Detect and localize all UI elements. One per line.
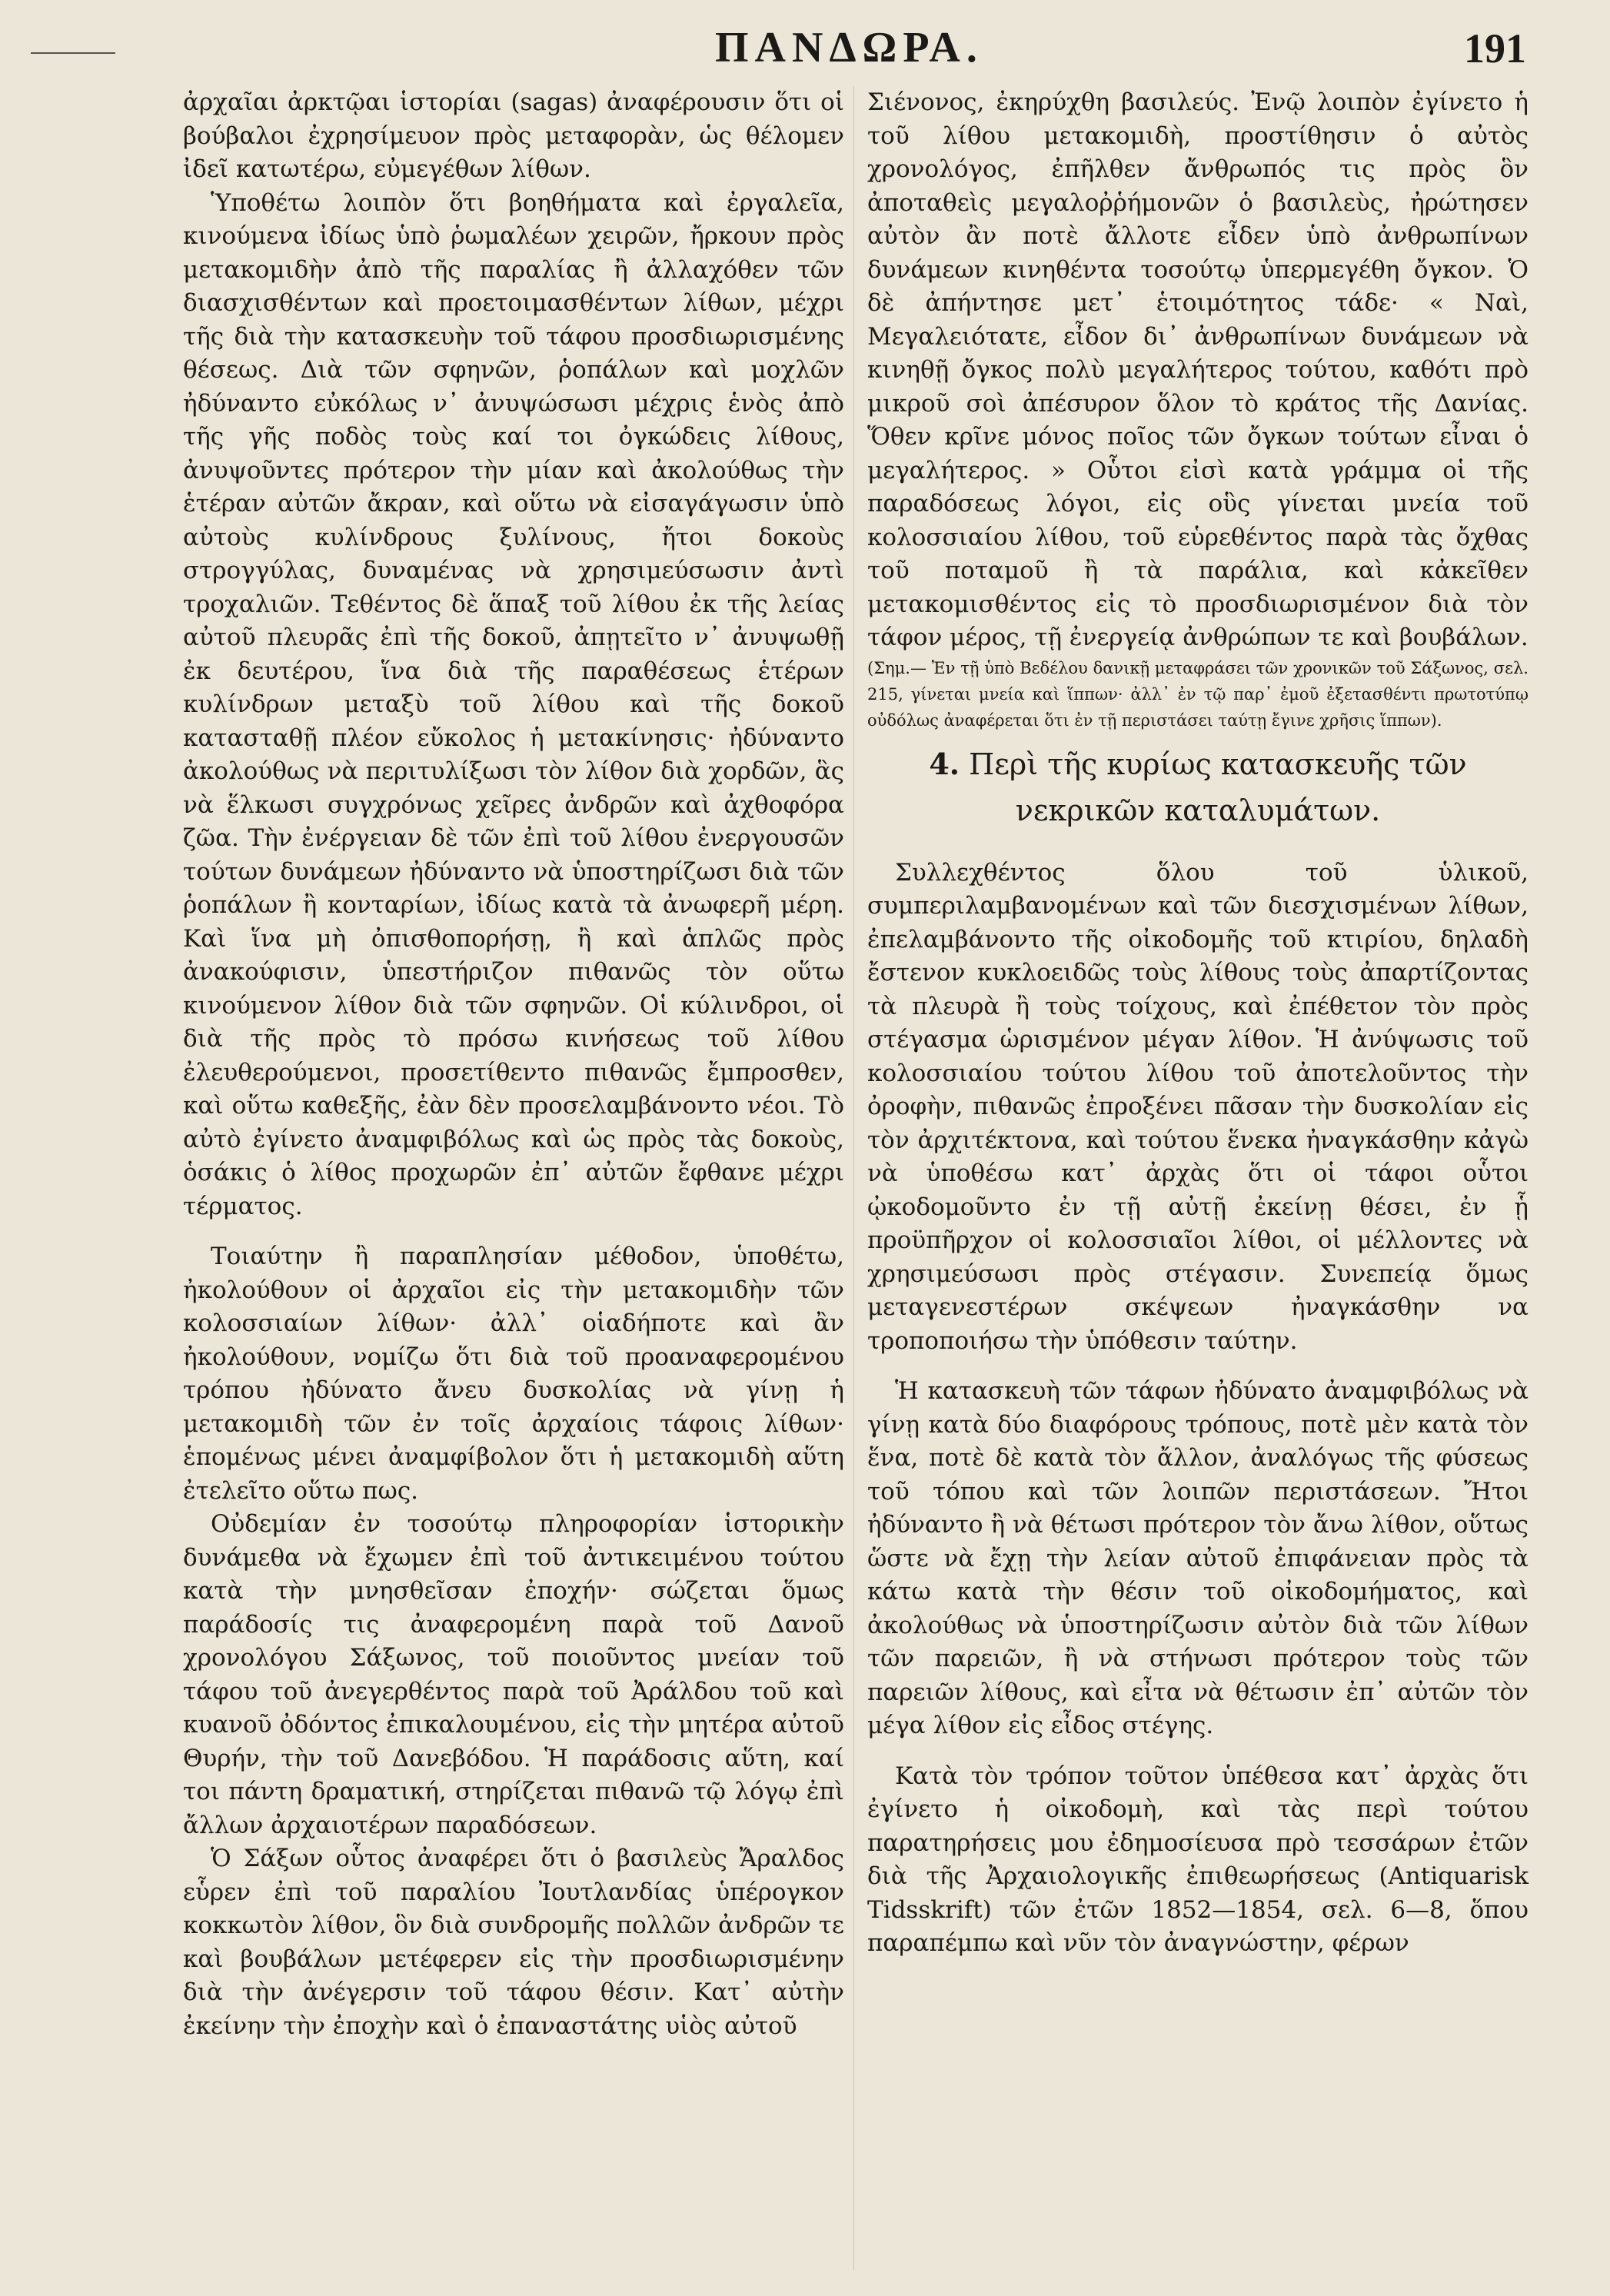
left-paragraph-2: Ὑποθέτω λοιπὸν ὅτι βοηθήματα καὶ ἐργαλεῖα, κινούμενα ἰδίως ὑπὸ ῥωμαλέων χειρῶν, ἤρκουν πρὸς μετακομιδὴν ἀπὸ τῆς παραλίας ἢ ἀλλαχόθεν τῶν διασχισθέντων καὶ προετοιμασθέντων λίθων, μέχρι τῆς διὰ τὴν κατασκευὴν τοῦ τάφου προσδιωρισμένης θέσεως. Διὰ τῶν σφηνῶν, ῥοπάλων καὶ μοχλῶν ἠδύναντο εὐκόλως ν᾽ ἀνυψώσωσι μέχρις ἑνὸς ἀπὸ τῆς γῆς ποδὸς τοὺς καί τοι ὀγκώδεις λίθους, ἀνυψοῦντες πρότερον τὴν μίαν καὶ ἀκολούθως τὴν ἑτέραν αὐτῶν ἄκραν, καὶ οὕτω νὰ εἰσαγάγωσιν ὑπὸ αὐτοὺς κυλίνδρους ξυλίνους, ἤτοι δοκοὺς στρογγύλας, δυναμένας νὰ χρησιμεύσωσιν ἀντὶ τροχαλιῶν. Τεθέντος δὲ ἅπαξ τοῦ λίθου ἐκ τῆς λείας αὐτοῦ πλευρᾶς ἐπὶ τῆς δοκοῦ, ἀπῃτεῖτο ν᾽ ἀνυψωθῇ ἐκ δευτέρου, ἵνα διὰ τῆς παραθέσεως ἑτέρων κυλίνδρων μεταξὺ τοῦ λίθου καὶ τῆς δοκοῦ κατασταθῇ πλέον εὔκολος ἡ μετακίνησις· ἠδύναντο ἀκολούθως νὰ περιτυλίξωσι τὸν λίθον διὰ χορδῶν, ἃς νὰ ἕλκωσι συγχρόνως χεῖρες ἀνδρῶν καὶ ἀχθοφόρα ζῶα. Τὴν ἐνέργειαν δὲ τῶν ἐπὶ τοῦ λίθου ἐνεργουσῶν τούτων δυνάμεων ἠδύναντο νὰ ὑποστηρίζωσι διὰ τῶν ῥοπάλων ἢ κονταρίων, ἰδίως κατὰ τὰ ἀνωφερῆ μέρη. Καὶ ἵνα μὴ ὀπισθοπορήσῃ, ἢ καὶ ἁπλῶς πρὸς ἀνακούφισιν, ὑπεστήριζον πιθανῶς τὸν οὕτω κινούμενον λίθον διὰ τῶν σφηνῶν. Οἱ κύλινδροι, οἱ διὰ τῆς πρὸς τὸ πρόσω κινήσεως τοῦ λίθου ἐλευθερούμενοι, προσετίθεντο πιθανῶς ἔμπροσθεν, καὶ οὕτω καθεξῆς, ἐὰν δὲν προσελαμβάνοντο νέοι. Τὸ αὐτὸ ἐγίνετο ἀναμφιβόλως καὶ ὡς πρὸς τὰς δοκοὺς, ὁσάκις ὁ λίθος προχωρῶν ἐπ᾽ αὐτῶν ἔφθανε μέχρι τέρματος. [183, 188, 844, 1220]
header-rule [31, 52, 115, 54]
right-paragraph-1: Σιένονος, ἐκηρύχθη βασιλεύς. Ἐνῷ λοιπὸν ἐγίνετο ἡ τοῦ λίθου μετακομιδὴ, προστίθησιν ὁ αὐτὸς χρονολόγος, ἐπῆλθεν ἄνθρωπός τις πρὸς ὃν ἀποταθεὶς μεγαλοῤῥήμονῶν ὁ βασιλεὺς, ἠρώτησεν αὐτὸν ἂν ποτὲ ἄλλοτε εἶδεν ὑπὸ ἀνθρωπίνων δυνάμεων κινηθέντα τοσούτῳ ὑπερμεγέθη ὄγκον. Ὁ δὲ ἀπήντησε μετ᾽ ἑτοιμότητος τάδε· « Ναὶ, Μεγαλειότατε, εἶδον δι᾽ ἀνθρωπίνων δυνάμεων νὰ κινηθῇ ὄγκος πολὺ μεγαλήτερος τούτου, καθότι πρὸ μικροῦ σοὶ ἀπέσυρον ὅλον τὸ κράτος τῆς Δανίας. Ὅθεν κρῖνε μόνος ποῖος τῶν ὄγκων τούτων εἶναι ὁ μεγαλήτερος. » Οὗτοι εἰσὶ κατὰ γράμμα οἱ τῆς παραδόσεως λόγοι, εἰς οὓς γίνεται μνεία τοῦ κολοσσιαίου λίθου, τοῦ εὑρεθέντος παρὰ τὰς ὄχθας τοῦ ποταμοῦ ἢ τὰ παράλια, καὶ κἀκεῖθεν μετακομισθέντος εἰς τὸ προσδιωρισμένον διὰ τὸν τάφον μέρος, τῇ ἐνεργείᾳ ἀνθρώπων τε καὶ βουβάλων. [867, 88, 1529, 651]
right-paragraph-4: Κατὰ τὸν τρόπον τοῦτον ὑπέθεσα κατ᾽ ἀρχὰς ὅτι ἐγίνετο ἡ οἰκοδομὴ, καὶ τὰς περὶ τούτου παρατηρήσεις μου ἐδημοσίευσα πρὸ τεσσάρων ἐτῶν διὰ τῆς Ἀρχαιολογικῆς ἐπιθεωρήσεως (Antiquarisk Tidsskrift) τῶν ἐτῶν 1852—1854, σελ. 6—8, ὅπου παραπέμπω καὶ νῦν τὸν ἀναγνώστην, φέρων [867, 1762, 1529, 1957]
section-number: 4. [929, 746, 960, 781]
left-paragraph-4: Οὐδεμίαν ἐν τοσούτῳ πληροφορίαν ἱστορικὴν δυνάμεθα νὰ ἔχωμεν ἐπὶ τοῦ ἀντικειμένου τούτου κατὰ τὴν μνησθεῖσαν ἐποχήν· σώζεται ὅμως παράδοσίς τις ἀναφερομένη παρὰ τοῦ Δανοῦ χρονολόγου Σάξωνος, τοῦ ποιοῦντος μνείαν τοῦ τάφου τοῦ ἀνεγερθέντος παρὰ τοῦ Ἀράλδου τοῦ καὶ κυανοῦ ὀδόντος ἐπικαλουμένου, εἰς τὴν μητέρα αὐτοῦ Θυρήν, τὴν τοῦ Δανεβόδου. Ἡ παράδοσις αὕτη, καί τοι πάντη δραματική, στηρίζεται πιθανῶ τῷ λόγῳ ἐπὶ ἄλλων ἀρχαιοτέρων παραδόσεων. [183, 1510, 844, 1839]
page-header [0, 15, 1610, 72]
paragraph-gap [183, 1223, 844, 1240]
page-number: 191 [1464, 25, 1526, 72]
running-title: ΠΑΝΔΩΡΑ. [715, 24, 983, 72]
left-paragraph-1: ἀρχαῖαι ἀρκτῷαι ἱστορίαι (sagas) ἀναφέρουσιν ὅτι οἱ βούβαλοι ἐχρησίμευον πρὸς μεταφορὰν, ὡς θέλομεν ἰδεῖ κατωτέρω, εὐμεγέθων λίθων. [183, 88, 844, 183]
paragraph-gap [867, 1358, 1529, 1375]
left-column [183, 86, 844, 2043]
column-divider [853, 86, 854, 2270]
right-column [867, 86, 1529, 1961]
left-paragraph-5: Ὁ Σάξων οὗτος ἀναφέρει ὅτι ὁ βασιλεὺς Ἄραλδος εὗρεν ἐπὶ τοῦ παραλίου Ἰουτλανδίας ὑπέρογκον κοκκωτὸν λίθον, ὃν διὰ συνδρομῆς πολλῶν ἀνδρῶν τε καὶ βουβάλων μετέφερεν εἰς τὴν προσδιωρισμένην διὰ τὴν ἀνέγερσιν τοῦ τάφου θέσιν. Κατ᾽ αὐτὴν ἐκείνην τὴν ἐποχὴν καὶ ὁ ἐπαναστάτης υἱὸς αὐτοῦ [183, 1845, 844, 2040]
left-paragraph-3: Τοιαύτην ἢ παραπλησίαν μέθοδον, ὑποθέτω, ἠκολούθουν οἱ ἀρχαῖοι εἰς τὴν μετακομιδὴν τῶν κολοσσιαίων λίθων· ἀλλ᾽ οἱαδήποτε καὶ ἂν ἠκολούθουν, νομίζω ὅτι διὰ τοῦ προαναφερομένου τρόπου ἠδύνατο ἄνευ δυσκολίας νὰ γίνῃ ἡ μετακομιδὴ τῶν ἐν τοῖς ἀρχαίοις τάφοις λίθων· ἑπομένως μένει ἀναμφίβολον ὅτι ἡ μετακομιδὴ αὕτη ἐτελεῖτο οὕτω πως. [183, 1243, 844, 1505]
paragraph-gap [867, 1743, 1529, 1760]
section-title: Περὶ τῆς κυρίως κατασκευῆς τῶν νεκρικῶν καταλυμάτων. [969, 747, 1467, 827]
right-paragraph-2: Συλλεχθέντος ὅλου τοῦ ὑλικοῦ, συμπεριλαμβανομένων καὶ τῶν διεσχισμένων λίθων, ἐπελαμβάνοντο τῆς οἰκοδομῆς τοῦ κτιρίου, δηλαδὴ ἔστενον κυκλοειδῶς τοὺς λίθους τοὺς ἀπαρτίζοντας τὰ πλευρὰ ἢ τοὺς τοίχους, καὶ ἐπέθετον τὸν πρὸς στέγασμα ὡρισμένον μέγαν λίθον. Ἡ ἀνύψωσις τοῦ κολοσσιαίου τούτου λίθου τοῦ ἀποτελοῦντος τὴν ὀροφὴν, πιθανῶς ἐπροξένει πᾶσαν τὴν δυσκολίαν εἰς τὸν ἀρχιτέκτονα, καὶ τούτου ἕνεκα ἠναγκάσθην κἀγὼ νὰ ὑποθέσω κατ᾽ ἀρχὰς ὅτι οἱ τάφοι οὗτοι ᾠκοδομοῦντο ἐν τῇ αὐτῇ ἐκείνῃ θέσει, ἐν ᾗ προϋπῆρχον οἱ κολοσσιαῖοι λίθοι, οἱ μέλλοντες νὰ χρησιμεύσωσι πρὸς στέγασιν. Συνεπείᾳ ὅμως μεταγενεστέρων σκέψεων ἠναγκάσθην να τροποποιήσω τὴν ὑπόθεσιν ταύτην. [867, 858, 1529, 1355]
right-paragraph-3: Ἡ κατασκευὴ τῶν τάφων ἠδύνατο ἀναμφιβόλως νὰ γίνῃ κατὰ δύο διαφόρους τρόπους, ποτὲ μὲν κατὰ τὸν ἕνα, ποτὲ δὲ κατὰ τὸν ἄλλον, ἀναλόγως τῆς φύσεως τοῦ τόπου καὶ τῶν λοιπῶν περιστάσεων. Ἤτοι ἠδύναντο ἢ νὰ θέτωσι πρότερον τὸν ἄνω λίθον, οὕτως ὥστε νὰ ἔχῃ τὴν λείαν αὐτοῦ ἐπιφάνειαν πρὸς τὰ κάτω κατὰ τὴν θέσιν τοῦ οἰκοδομήματος, καὶ ἀκολούθως νὰ ὑποστηρίζωσιν αὐτὸν διὰ τῶν λίθων τῶν παρειῶν, ἢ νὰ στήνωσι πρότερον τοὺς τῶν παρειῶν λίθους, καὶ εἶτα νὰ θέτωσιν ἐπ᾽ αὐτῶν τὸν μέγα λίθον εἰς εἶδος στέγης. [867, 1377, 1529, 1739]
footnote: (Σημ.— Ἐν τῇ ὑπὸ Βεδέλου δανικῇ μεταφράσει τῶν χρονικῶν τοῦ Σάξωνος, σελ. 215, γίνεται μνεία καὶ ἵππων· ἀλλ᾽ ἐν τῷ παρ᾽ ἐμοῦ ἐξετασθέντι πρωτοτύπῳ οὐδόλως ἀναφέρεται ὅτι ἐν τῇ περιστάσει ταύτῃ ἔγινε χρῆσις ἵππων). [867, 658, 1529, 730]
section-heading [867, 741, 1529, 834]
